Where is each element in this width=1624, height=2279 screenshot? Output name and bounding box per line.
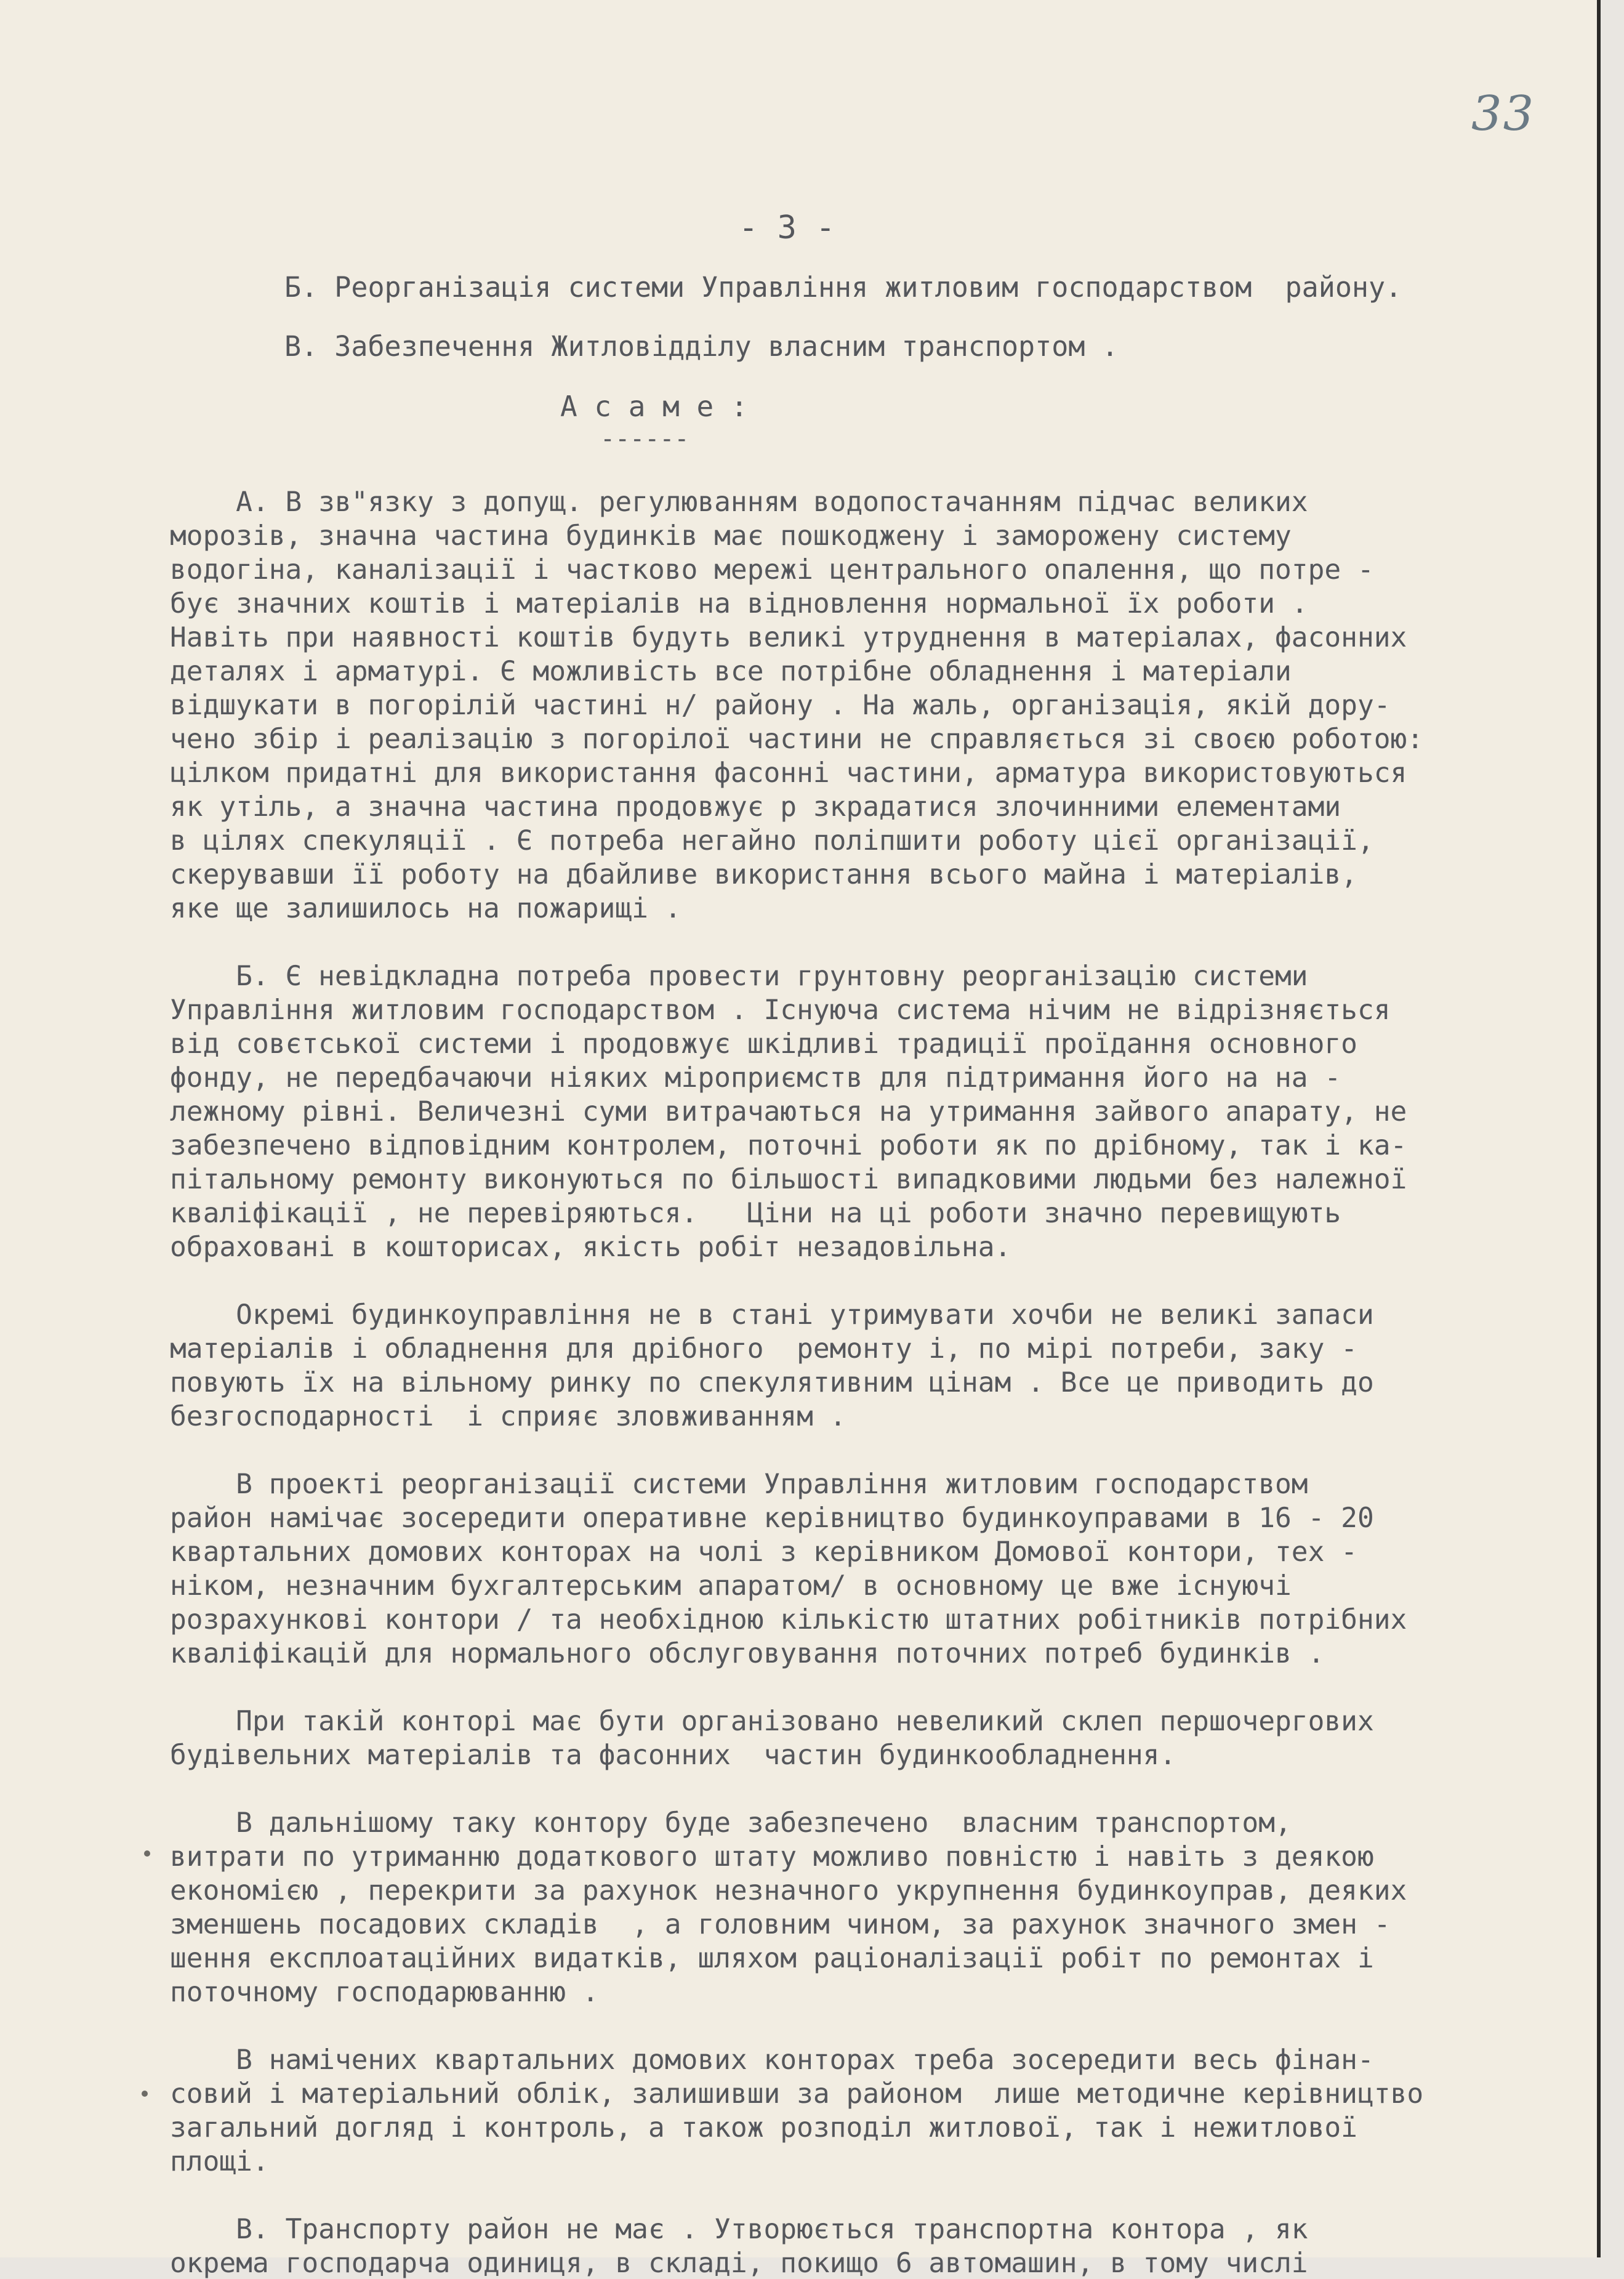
body-line: матеріалів і обладнення для дрібного ремонту і, по мірі потреби, заку -	[170, 1333, 1357, 1365]
body-line: лежному рівні. Величезні суми витрачаються на утримання зайвого апарату, не	[170, 1096, 1407, 1127]
punch-mark	[144, 1850, 150, 1857]
heading-underline: ------	[600, 425, 689, 453]
page-header: - 3 -	[739, 209, 835, 246]
body-line: В дальнішому таку контору буде забезпечено власним транспортом,	[170, 1807, 1292, 1839]
body-line: Б. Є невідкладна потреба провести грунтовну реорганізацію системи	[170, 961, 1308, 992]
body-line: пітальному ремонту виконуються по більшості випадковими людьми без належної	[170, 1164, 1407, 1195]
body-line: поточному господарюванню .	[170, 1977, 599, 2008]
body-line: зменшень посадових складів , а головним чином, за рахунок значного змен -	[170, 1909, 1391, 1940]
body-line: чено збір і реалізацію з погорілої частини не справляється зі своєю роботою:	[170, 724, 1424, 755]
punch-mark	[142, 2091, 148, 2097]
body-line: загальний догляд і контроль, а також розподіл житлової, так і нежитлової	[170, 2112, 1357, 2144]
body-line: ніком, незначним бухгалтерським апаратом/ в основному це вже існуючі	[170, 1570, 1292, 1602]
section-heading: А с а м е :	[560, 390, 748, 423]
body-line: відшукати в погорілій частині н/ району . На жаль, організація, якій дору-	[170, 690, 1391, 721]
body-line: повують їх на вільному ринку по спекулятивним цінам . Все це приводить до	[170, 1367, 1374, 1398]
body-line: безгосподарності і сприяє зловживанням .	[170, 1401, 846, 1432]
body-line: В проекті реорганізації системи Управління житловим господарством	[170, 1469, 1308, 1500]
body-line: кваліфікацій для нормального обслуговування поточних потреб будинків .	[170, 1638, 1325, 1669]
body-line: в цілях спекуляції . Є потреба негайно поліпшити роботу цієї організації,	[170, 825, 1374, 857]
body-line: бує значних коштів і матеріалів на відновлення нормальної їх роботи .	[170, 588, 1308, 619]
body-line: кваліфікації , не перевіряються. Ціни на ці роботи значно перевищують	[170, 1198, 1341, 1229]
body-line: морозів, значна частина будинків має пошкоджену і заморожену систему	[170, 520, 1292, 552]
body-line: скерувавши її роботу на дбайливе використання всього майна і матеріалів,	[170, 859, 1357, 890]
body-line: квартальних домових конторах на чолі з керівником Домової контори, тех -	[170, 1536, 1357, 1568]
body-line: совий і матеріальний облік, залишивши за районом лише методичне керівництво	[170, 2078, 1424, 2110]
body-line: В. Транспорту район не має . Утворюється транспортна контора , як	[170, 2214, 1308, 2245]
body-line: Окремі будинкоуправління не в стані утримувати хочби не великі запаси	[170, 1299, 1374, 1331]
body-line: економією , перекрити за рахунок незначного укрупнення будинкоуправ, деяких	[170, 1875, 1407, 1906]
body-line: Управління житловим господарством . Існуюча система нічим не відрізняється	[170, 994, 1391, 1026]
body-line: фонду, не передбачаючи ніяких міроприємств для підтримання його на на -	[170, 1062, 1341, 1094]
body-line: В намічених квартальних домових конторах треба зосередити весь фінан-	[170, 2044, 1374, 2076]
agenda-item: В. Забезпечення Житловідділу власним транспортом .	[284, 330, 1119, 363]
body-line: Навіть при наявності коштів будуть великі утруднення в матеріалах, фасонних	[170, 622, 1407, 653]
body-line: А. В зв"язку з допущ. регулюванням водопостачанням підчас великих	[170, 486, 1308, 518]
page-number: 33	[1471, 86, 1535, 142]
agenda-item: Б. Реорганізація системи Управління житловим господарством району.	[284, 271, 1402, 304]
body-line: від совєтської системи і продовжує шкідливі традиції проїдання основного	[170, 1028, 1357, 1060]
body-line: забезпечено відповідним контролем, поточні роботи як по дрібному, так і ка-	[170, 1130, 1407, 1161]
body-line: обраховані в кошторисах, якість робіт незадовільна.	[170, 1232, 1011, 1263]
body-line: площі.	[170, 2146, 269, 2177]
body-line: деталях і арматурі. Є можливість все потрібне обладнення і матеріали	[170, 656, 1292, 687]
body-line: яке ще залишилось на пожарищі .	[170, 893, 681, 924]
body-line: окрема господарча одиниця, в складі, покищо 6 автомашин, в тому числі	[170, 2248, 1308, 2279]
body-line: шення експлоатаційних видатків, шляхом раціоналізації робіт по ремонтах і	[170, 1943, 1374, 1974]
body-line: як утіль, а значна частина продовжує р зкрадатися злочинними елементами	[170, 791, 1341, 823]
body-line: При такій конторі має бути організовано невеликий склеп першочергових	[170, 1706, 1374, 1737]
body-line: водогіна, каналізації і частково мережі центрального опалення, що потре -	[170, 554, 1374, 586]
body-line: цілком придатні для використання фасонні частини, арматура використовуються	[170, 757, 1407, 789]
body-line: витрати по утриманню додаткового штату можливо повністю і навіть з деякою	[170, 1841, 1374, 1873]
body-line: район намічає зосередити оперативне керівництво будинкоуправами в 16 - 20	[170, 1503, 1374, 1534]
body-line: розрахункові контори / та необхідною кількістю штатних робітників потрібних	[170, 1604, 1407, 1636]
body-line: будівельних матеріалів та фасонних частин будинкообладнення.	[170, 1740, 1176, 1771]
